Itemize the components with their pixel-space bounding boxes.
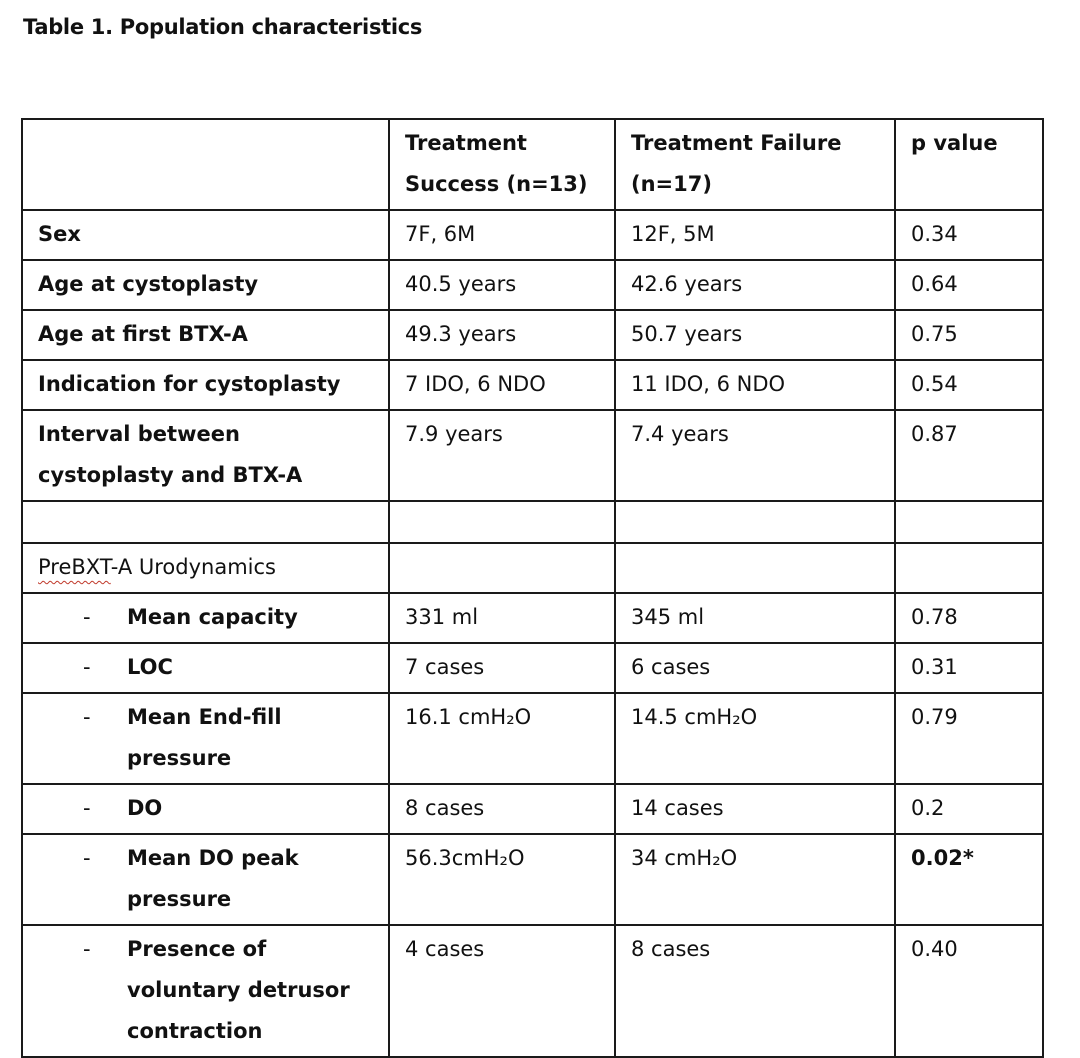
p-value-cell: 0.40 [895,925,1043,1057]
row-label: Indication for cystoplasty [22,360,389,410]
header-cell-success: Treatment Success (n=13) [389,119,615,210]
header-cell-failure: Treatment Failure (n=17) [615,119,895,210]
section-header-misspelled: PreBXT [38,555,111,579]
header-cell-empty [22,119,389,210]
failure-cell: 50.7 years [615,310,895,360]
sub-label-text: Mean DO peak pressure [127,846,299,911]
bullet-dash: - [83,937,91,961]
spacer-row [22,501,1043,543]
success-cell: 7 cases [389,643,615,693]
section-header [22,543,389,593]
table-row [22,210,1043,260]
success-cell: 7F, 6M [389,210,615,260]
bullet-dash: - [83,796,91,820]
bullet-dash: - [83,846,91,870]
p-value-cell: 0.2 [895,784,1043,834]
p-value-cell-significant: 0.02* [895,834,1043,925]
sub-label-text: LOC [127,655,173,679]
table-row [22,260,1043,310]
empty-cell [895,501,1043,543]
empty-cell [895,543,1043,593]
table-row [22,643,1043,693]
table-title: Table 1. Population characteristics [23,15,423,39]
sub-label-text: Mean End-fill pressure [127,705,282,770]
p-value-cell: 0.34 [895,210,1043,260]
sub-row-label [22,593,389,643]
empty-cell [615,543,895,593]
failure-cell: 7.4 years [615,410,895,501]
success-cell: 7.9 years [389,410,615,501]
empty-cell [389,543,615,593]
success-cell: 56.3cmH₂O [389,834,615,925]
failure-cell: 11 IDO, 6 NDO [615,360,895,410]
success-cell: 7 IDO, 6 NDO [389,360,615,410]
section-header-row [22,543,1043,593]
p-value-cell: 0.78 [895,593,1043,643]
sub-row-label [22,784,389,834]
table-row [22,593,1043,643]
success-cell: 4 cases [389,925,615,1057]
bullet-dash: - [83,655,91,679]
sub-row-label [22,693,389,784]
empty-cell [615,501,895,543]
p-value-cell: 0.54 [895,360,1043,410]
success-cell: 8 cases [389,784,615,834]
row-label: Sex [22,210,389,260]
table-row [22,310,1043,360]
failure-cell: 345 ml [615,593,895,643]
row-label: Age at cystoplasty [22,260,389,310]
success-cell: 331 ml [389,593,615,643]
section-header-rest: -A Urodynamics [110,555,276,579]
failure-cell: 8 cases [615,925,895,1057]
empty-cell [389,501,615,543]
failure-cell: 14 cases [615,784,895,834]
header-row [22,119,1043,210]
failure-cell: 14.5 cmH₂O [615,693,895,784]
table-row [22,925,1043,1057]
table-row [22,834,1043,925]
sub-label-text: Presence of voluntary detrusor contraction [127,937,350,1043]
sub-row-label [22,834,389,925]
table-row [22,784,1043,834]
failure-cell: 34 cmH₂O [615,834,895,925]
success-cell: 49.3 years [389,310,615,360]
bullet-dash: - [83,705,91,729]
p-value-cell: 0.79 [895,693,1043,784]
p-value-cell: 0.64 [895,260,1043,310]
population-table [21,118,1044,1058]
table-row [22,693,1043,784]
empty-cell [22,501,389,543]
p-value-cell: 0.87 [895,410,1043,501]
row-label: Interval between cystoplasty and BTX-A [22,410,389,501]
p-value-cell: 0.31 [895,643,1043,693]
failure-cell: 42.6 years [615,260,895,310]
p-value-cell: 0.75 [895,310,1043,360]
failure-cell: 12F, 5M [615,210,895,260]
header-cell-p-value: p value [895,119,1043,210]
table-row [22,410,1043,501]
table-row [22,360,1043,410]
sub-row-label [22,925,389,1057]
sub-row-label [22,643,389,693]
sub-label-text: Mean capacity [127,605,298,629]
row-label: Age at first BTX-A [22,310,389,360]
failure-cell: 6 cases [615,643,895,693]
success-cell: 16.1 cmH₂O [389,693,615,784]
success-cell: 40.5 years [389,260,615,310]
bullet-dash: - [83,605,91,629]
sub-label-text: DO [127,796,163,820]
